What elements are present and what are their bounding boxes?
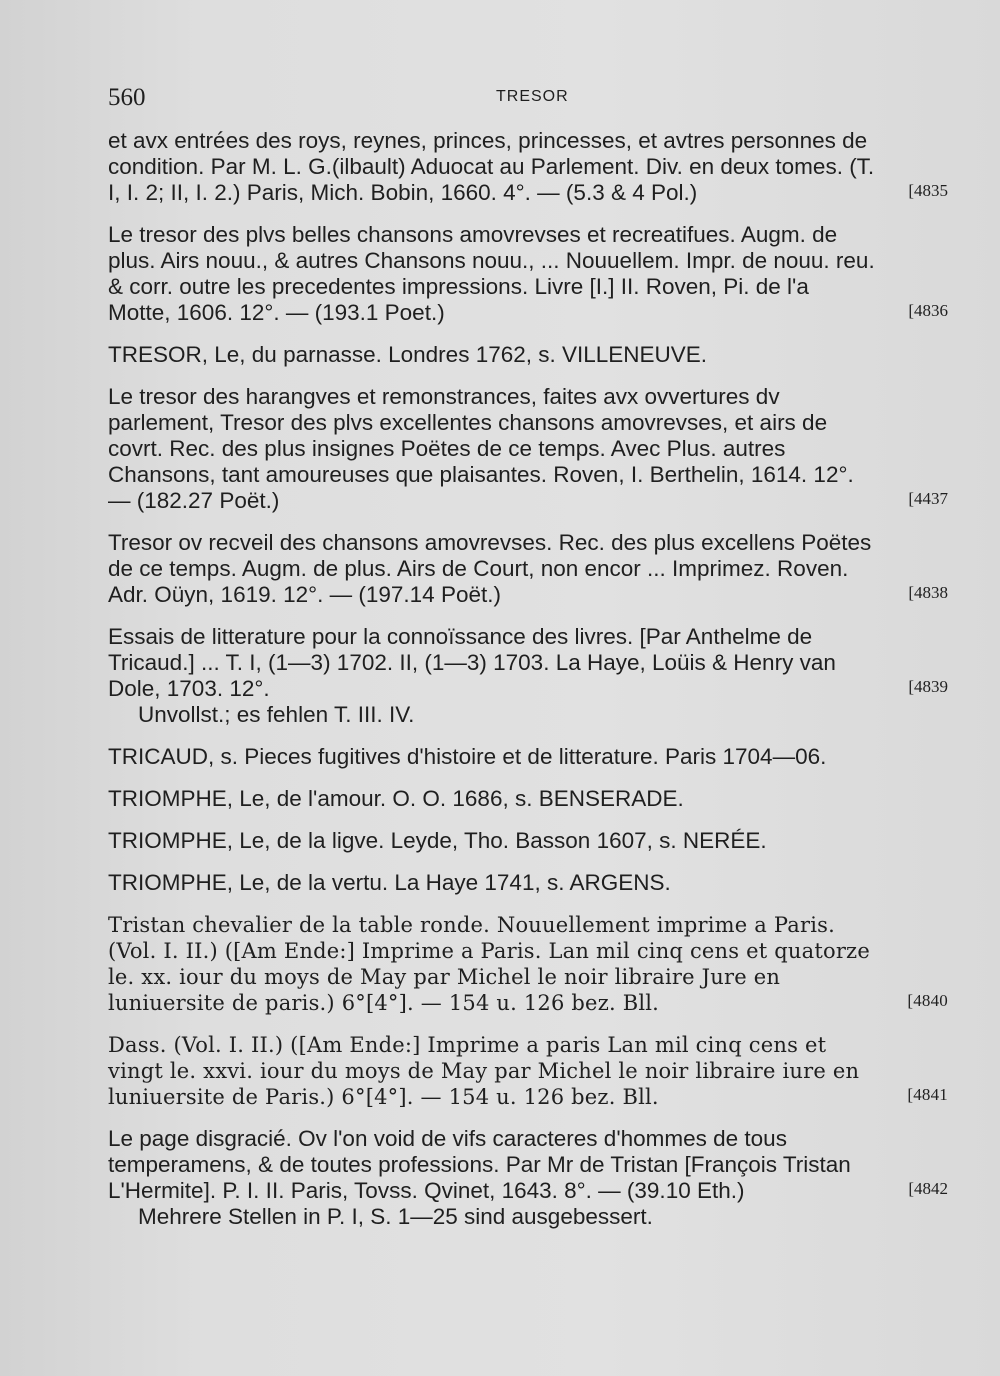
- entry-note: Mehrere Stellen in P. I, S. 1—25 sind ausgebessert.: [138, 1204, 653, 1229]
- catalog-entries: [108, 128, 948, 1246]
- entry-note: Unvollst.; es fehlen T. III. IV.: [138, 702, 415, 727]
- entry-text: Tristan chevalier de la table ronde. Nouuellement imprime a Paris. (Vol. I. II.) ([Am Ende:] Imprime a Paris. Lan mil cinq cens et quatorze le. xx. iour du moys de May par Michel le noir libraire Jure en luniuersite de paris.) 6°[4°]. — 154 u. 126 bez. Bll.: [108, 913, 870, 1015]
- catalog-entry: [108, 128, 948, 206]
- catalog-entry: [108, 912, 948, 1016]
- entry-text: TRICAUD, s. Pieces fugitives d'histoire et de litterature. Paris 1704—06.: [108, 744, 827, 769]
- entry-text: TRIOMPHE, Le, de l'amour. O. O. 1686, s. BENSERADE.: [108, 786, 684, 811]
- entry-text: Le tresor des plvs belles chansons amovrevses et recreatifues. Augm. de plus. Airs nouu., & autres Chansons nouu., ... Nouuellem. Impr. de nouu. reu. & corr. outre les precedentes impressions. Livre [I.] II. Roven, Pi. de l'a Motte, 1606. 12°. — (193.1 Poet.): [108, 222, 875, 325]
- catalog-entry: [108, 1032, 948, 1110]
- catalog-entry: [108, 384, 948, 514]
- entry-number: [4437: [908, 489, 948, 508]
- entry-text: TRESOR, Le, du parnasse. Londres 1762, s. VILLENEUVE.: [108, 342, 708, 367]
- entry-number: [4842: [908, 1179, 948, 1198]
- page-number: 560: [108, 84, 146, 111]
- entry-text: et avx entrées des roys, reynes, princes, princesses, et avtres personnes de condition. Par M. L. G.(ilbault) Aduocat au Parlement. Div. en deux tomes. (T. I, I. 2; II, I. 2.) Paris, Mich. Bobin, 1660. 4°. — (5.3 & 4 Pol.): [108, 128, 875, 205]
- entry-number: [4835: [908, 181, 948, 200]
- entry-text: Dass. (Vol. I. II.) ([Am Ende:] Imprime a paris Lan mil cinq cens et vingt le. xxvi. iour du moys de May par Michel le noir libraire iure en luniuersite de Paris.) 6°[4°]. — 154 u. 126 bez. Bll.: [108, 1033, 860, 1109]
- entry-text: Tresor ov recveil des chansons amovrevses. Rec. des plus excellens Poëtes de ce temps. Augm. de plus. Airs de Court, non encor ... Imprimez. Roven. Adr. Oüyn, 1619. 12°. — (197.14 Poët.): [108, 530, 872, 607]
- entry-text: Le page disgracié. Ov l'on void de vifs caracteres d'hommes de tous temperamens, & de toutes professions. Par Mr de Tristan [François Tristan L'Hermite]. P. I. II. Paris, Tovss. Qvinet, 1643. 8°. — (39.10 Eth.): [108, 1126, 851, 1203]
- entry-text: TRIOMPHE, Le, de la ligve. Leyde, Tho. Basson 1607, s. NERÉE.: [108, 828, 767, 853]
- catalog-entry: [108, 222, 948, 326]
- entry-number: [4840: [907, 991, 948, 1010]
- entry-number: [4841: [907, 1085, 948, 1104]
- catalog-entry: [108, 744, 948, 770]
- page-header: [108, 84, 948, 114]
- entry-text: Le tresor des harangves et remonstrances, faites avx ovvertures dv parlement, Tresor des plvs excellentes chansons amovrevses, et airs de covrt. Rec. des plus insignes Poëtes de ce temps. Avec Plus. autres Chansons, tant amoureuses que plaisantes. Roven, I. Berthelin, 1614. 12°. — (182.27 Poët.): [108, 384, 854, 513]
- catalog-entry: [108, 786, 948, 812]
- entry-number: [4839: [908, 677, 948, 696]
- catalog-entry: [108, 624, 948, 728]
- running-head: TRESOR: [496, 88, 569, 105]
- catalog-entry: [108, 1126, 948, 1230]
- entry-text: TRIOMPHE, Le, de la vertu. La Haye 1741, s. ARGENS.: [108, 870, 671, 895]
- catalog-entry: [108, 828, 948, 854]
- catalog-entry: [108, 342, 948, 368]
- entry-text: Essais de litterature pour la connoïssance des livres. [Par Anthelme de Tricaud.] ... T. I, (1—3) 1702. II, (1—3) 1703. La Haye, Loüis & Henry van Dole, 1703. 12°.: [108, 624, 836, 701]
- entry-number: [4836: [908, 301, 948, 320]
- catalog-entry: [108, 870, 948, 896]
- catalog-entry: [108, 530, 948, 608]
- entry-number: [4838: [908, 583, 948, 602]
